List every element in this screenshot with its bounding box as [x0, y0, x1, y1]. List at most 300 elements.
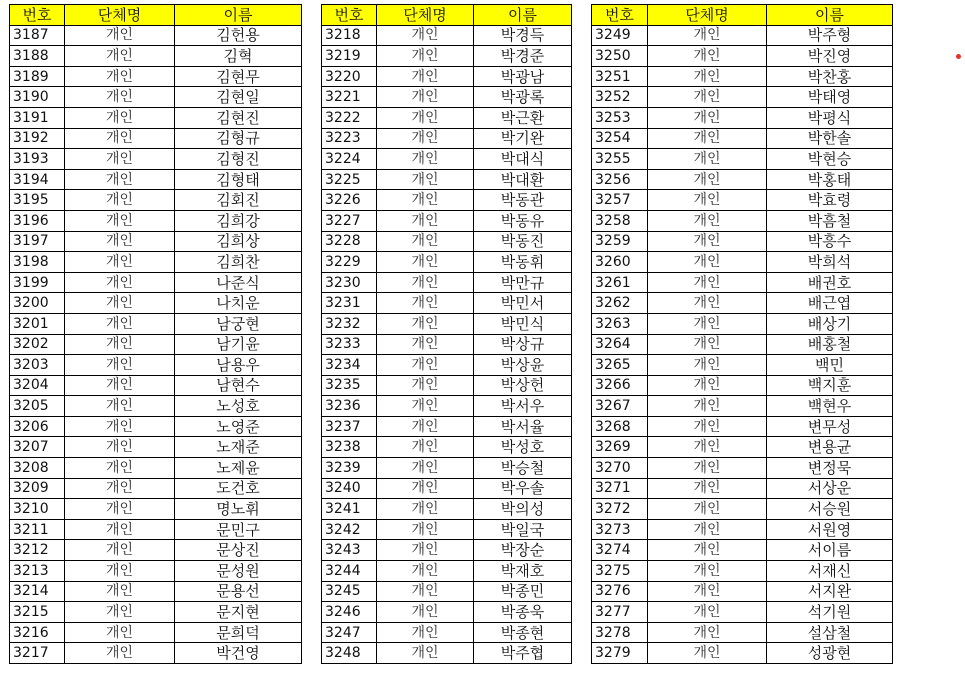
header-name: 이름 [767, 5, 893, 26]
row-name: 노제윤 [175, 458, 302, 479]
table-row [322, 107, 572, 128]
row-org: 개인 [377, 313, 474, 334]
row-org: 개인 [648, 622, 767, 643]
row-name: 박진영 [767, 46, 893, 67]
row-org: 개인 [377, 396, 474, 417]
table-row [322, 355, 572, 376]
row-number: 3235 [322, 375, 377, 396]
row-org: 개인 [377, 190, 474, 211]
row-name: 설삼철 [767, 622, 893, 643]
row-name: 김회진 [175, 190, 302, 211]
table-row [10, 46, 302, 67]
row-org: 개인 [648, 128, 767, 149]
row-name: 박일국 [474, 519, 572, 540]
roster-table-2 [321, 4, 572, 664]
table-row [322, 293, 572, 314]
table-row [10, 149, 302, 170]
table-row [10, 128, 302, 149]
row-number: 3263 [592, 313, 648, 334]
row-number: 3252 [592, 87, 648, 108]
row-number: 3242 [322, 519, 377, 540]
row-number: 3271 [592, 478, 648, 499]
row-number: 3205 [10, 396, 65, 417]
row-name: 나치운 [175, 293, 302, 314]
row-number: 3226 [322, 190, 377, 211]
row-org: 개인 [377, 622, 474, 643]
row-name: 박종민 [474, 581, 572, 602]
row-number: 3203 [10, 355, 65, 376]
table-row [322, 149, 572, 170]
table-row [592, 210, 893, 231]
row-org: 개인 [377, 293, 474, 314]
row-number: 3275 [592, 561, 648, 582]
row-name: 남기윤 [175, 334, 302, 355]
row-number: 3245 [322, 581, 377, 602]
row-name: 박경준 [474, 46, 572, 67]
table-row [592, 396, 893, 417]
row-number: 3260 [592, 252, 648, 273]
row-org: 개인 [65, 561, 175, 582]
row-number: 3220 [322, 66, 377, 87]
table-row [592, 519, 893, 540]
row-number: 3256 [592, 169, 648, 190]
row-name: 박동유 [474, 210, 572, 231]
row-name: 변정묵 [767, 458, 893, 479]
row-number: 3221 [322, 87, 377, 108]
table-row [322, 169, 572, 190]
row-name: 박희석 [767, 252, 893, 273]
row-name: 박장순 [474, 540, 572, 561]
row-number: 3244 [322, 561, 377, 582]
row-name: 노재준 [175, 437, 302, 458]
row-number: 3278 [592, 622, 648, 643]
row-org: 개인 [648, 66, 767, 87]
row-org: 개인 [648, 478, 767, 499]
header-org: 단체명 [65, 5, 175, 26]
row-org: 개인 [377, 437, 474, 458]
table-row [592, 478, 893, 499]
table-row [10, 107, 302, 128]
row-number: 3277 [592, 602, 648, 623]
row-name: 김현무 [175, 66, 302, 87]
row-name: 박상윤 [474, 355, 572, 376]
row-number: 3215 [10, 602, 65, 623]
row-name: 석기원 [767, 602, 893, 623]
row-name: 변무성 [767, 416, 893, 437]
table-row [592, 355, 893, 376]
row-name: 남현수 [175, 375, 302, 396]
row-number: 3211 [10, 519, 65, 540]
row-number: 3267 [592, 396, 648, 417]
row-org: 개인 [65, 458, 175, 479]
row-name: 박종욱 [474, 602, 572, 623]
row-number: 3198 [10, 252, 65, 273]
row-org: 개인 [377, 107, 474, 128]
row-org: 개인 [65, 272, 175, 293]
row-name: 김현진 [175, 107, 302, 128]
row-name: 김형진 [175, 149, 302, 170]
row-org: 개인 [648, 169, 767, 190]
row-number: 3189 [10, 66, 65, 87]
row-number: 3238 [322, 437, 377, 458]
roster-table-1 [9, 4, 302, 664]
row-org: 개인 [377, 169, 474, 190]
row-org: 개인 [65, 169, 175, 190]
row-number: 3197 [10, 231, 65, 252]
table-row [592, 231, 893, 252]
table-row [592, 561, 893, 582]
row-org: 개인 [377, 416, 474, 437]
table-row [10, 231, 302, 252]
row-org: 개인 [377, 272, 474, 293]
row-org: 개인 [648, 416, 767, 437]
row-name: 김희상 [175, 231, 302, 252]
table-row [592, 643, 893, 664]
table-row [592, 622, 893, 643]
table-row [592, 581, 893, 602]
row-number: 3194 [10, 169, 65, 190]
table-row [10, 66, 302, 87]
row-number: 3213 [10, 561, 65, 582]
row-number: 3243 [322, 540, 377, 561]
roster-table-body [10, 25, 302, 663]
row-name: 박평식 [767, 107, 893, 128]
table-row [592, 252, 893, 273]
row-org: 개인 [648, 25, 767, 46]
row-org: 개인 [65, 519, 175, 540]
row-org: 개인 [377, 87, 474, 108]
table-row [322, 437, 572, 458]
row-org: 개인 [377, 602, 474, 623]
row-org: 개인 [65, 355, 175, 376]
row-org: 개인 [648, 272, 767, 293]
row-name: 박상헌 [474, 375, 572, 396]
row-org: 개인 [65, 231, 175, 252]
row-name: 박현승 [767, 149, 893, 170]
header-row [10, 5, 302, 26]
table-row [592, 499, 893, 520]
row-name: 박흥수 [767, 231, 893, 252]
row-name: 문용선 [175, 581, 302, 602]
row-org: 개인 [648, 561, 767, 582]
row-org: 개인 [65, 149, 175, 170]
row-name: 성광현 [767, 643, 893, 664]
row-org: 개인 [65, 581, 175, 602]
table-row [10, 25, 302, 46]
row-org: 개인 [65, 396, 175, 417]
row-number: 3248 [322, 643, 377, 664]
row-name: 박흠철 [767, 210, 893, 231]
row-number: 3259 [592, 231, 648, 252]
row-org: 개인 [377, 458, 474, 479]
table-row [10, 252, 302, 273]
row-name: 박성호 [474, 437, 572, 458]
row-name: 김헌용 [175, 25, 302, 46]
row-org: 개인 [65, 313, 175, 334]
row-number: 3223 [322, 128, 377, 149]
table-row [10, 499, 302, 520]
row-org: 개인 [377, 25, 474, 46]
row-name: 박민서 [474, 293, 572, 314]
table-row [322, 272, 572, 293]
row-name: 서승원 [767, 499, 893, 520]
table-row [592, 149, 893, 170]
row-number: 3201 [10, 313, 65, 334]
row-number: 3266 [592, 375, 648, 396]
row-name: 박근환 [474, 107, 572, 128]
row-number: 3272 [592, 499, 648, 520]
row-number: 3268 [592, 416, 648, 437]
table-row [322, 375, 572, 396]
table-row [10, 313, 302, 334]
row-name: 박재호 [474, 561, 572, 582]
table-row [322, 128, 572, 149]
row-name: 박서우 [474, 396, 572, 417]
row-name: 배권호 [767, 272, 893, 293]
row-org: 개인 [648, 519, 767, 540]
table-row [10, 293, 302, 314]
row-number: 3249 [592, 25, 648, 46]
row-org: 개인 [65, 210, 175, 231]
row-number: 3232 [322, 313, 377, 334]
table-row [322, 643, 572, 664]
table-row [322, 396, 572, 417]
table-row [592, 540, 893, 561]
row-name: 박대환 [474, 169, 572, 190]
row-name: 노성호 [175, 396, 302, 417]
row-number: 3214 [10, 581, 65, 602]
row-number: 3229 [322, 252, 377, 273]
table-row [322, 602, 572, 623]
row-number: 3270 [592, 458, 648, 479]
row-number: 3222 [322, 107, 377, 128]
row-number: 3254 [592, 128, 648, 149]
row-number: 3258 [592, 210, 648, 231]
table-row [592, 293, 893, 314]
row-number: 3190 [10, 87, 65, 108]
row-org: 개인 [377, 210, 474, 231]
row-org: 개인 [648, 396, 767, 417]
row-org: 개인 [377, 128, 474, 149]
row-number: 3228 [322, 231, 377, 252]
row-name: 박주형 [767, 25, 893, 46]
row-org: 개인 [377, 375, 474, 396]
row-name: 박민식 [474, 313, 572, 334]
header-org: 단체명 [648, 5, 767, 26]
row-name: 박만규 [474, 272, 572, 293]
table-row [322, 499, 572, 520]
row-org: 개인 [65, 499, 175, 520]
row-name: 박승철 [474, 458, 572, 479]
row-number: 3253 [592, 107, 648, 128]
table-row [10, 643, 302, 664]
roster-table-3 [591, 4, 893, 664]
table-row [592, 375, 893, 396]
row-name: 박경득 [474, 25, 572, 46]
row-number: 3195 [10, 190, 65, 211]
row-name: 백지훈 [767, 375, 893, 396]
row-org: 개인 [648, 46, 767, 67]
row-number: 3192 [10, 128, 65, 149]
table-row [322, 210, 572, 231]
row-number: 3199 [10, 272, 65, 293]
table-row [322, 581, 572, 602]
row-name: 김희강 [175, 210, 302, 231]
row-number: 3233 [322, 334, 377, 355]
row-org: 개인 [648, 313, 767, 334]
row-name: 남용우 [175, 355, 302, 376]
row-org: 개인 [65, 540, 175, 561]
table-row [322, 622, 572, 643]
header-org: 단체명 [377, 5, 474, 26]
row-number: 3264 [592, 334, 648, 355]
row-org: 개인 [648, 355, 767, 376]
row-org: 개인 [648, 190, 767, 211]
row-name: 김형태 [175, 169, 302, 190]
row-org: 개인 [377, 581, 474, 602]
row-org: 개인 [648, 231, 767, 252]
row-name: 서상운 [767, 478, 893, 499]
table-row [10, 334, 302, 355]
row-org: 개인 [377, 540, 474, 561]
row-number: 3225 [322, 169, 377, 190]
row-org: 개인 [377, 46, 474, 67]
table-row [322, 190, 572, 211]
table-row [322, 458, 572, 479]
row-name: 백민 [767, 355, 893, 376]
row-number: 3216 [10, 622, 65, 643]
row-name: 박대식 [474, 149, 572, 170]
row-number: 3210 [10, 499, 65, 520]
row-number: 3212 [10, 540, 65, 561]
header-name: 이름 [175, 5, 302, 26]
row-name: 박홍태 [767, 169, 893, 190]
row-number: 3237 [322, 416, 377, 437]
row-number: 3261 [592, 272, 648, 293]
table-row [322, 66, 572, 87]
table-row [322, 519, 572, 540]
row-name: 김현일 [175, 87, 302, 108]
row-org: 개인 [65, 375, 175, 396]
row-number: 3265 [592, 355, 648, 376]
table-row [10, 355, 302, 376]
row-org: 개인 [65, 643, 175, 664]
row-number: 3234 [322, 355, 377, 376]
table-row [10, 519, 302, 540]
table-row [322, 87, 572, 108]
row-name: 남궁현 [175, 313, 302, 334]
row-number: 3206 [10, 416, 65, 437]
table-row [10, 210, 302, 231]
row-org: 개인 [648, 107, 767, 128]
row-name: 박한솔 [767, 128, 893, 149]
table-row [10, 416, 302, 437]
table-row [10, 478, 302, 499]
row-org: 개인 [65, 293, 175, 314]
row-number: 3255 [592, 149, 648, 170]
row-name: 서이름 [767, 540, 893, 561]
row-number: 3230 [322, 272, 377, 293]
table-row [10, 169, 302, 190]
table-row [10, 540, 302, 561]
table-row [592, 602, 893, 623]
table-row [322, 231, 572, 252]
row-org: 개인 [65, 437, 175, 458]
row-number: 3241 [322, 499, 377, 520]
row-number: 3231 [322, 293, 377, 314]
row-number: 3191 [10, 107, 65, 128]
row-org: 개인 [648, 540, 767, 561]
row-number: 3269 [592, 437, 648, 458]
row-name: 문희덕 [175, 622, 302, 643]
row-name: 배근엽 [767, 293, 893, 314]
row-number: 3202 [10, 334, 65, 355]
row-org: 개인 [377, 231, 474, 252]
row-number: 3204 [10, 375, 65, 396]
row-name: 배홍철 [767, 334, 893, 355]
row-name: 서원영 [767, 519, 893, 540]
table-row [592, 87, 893, 108]
row-org: 개인 [65, 252, 175, 273]
row-org: 개인 [377, 66, 474, 87]
table-row [10, 396, 302, 417]
row-name: 박태영 [767, 87, 893, 108]
row-name: 변용균 [767, 437, 893, 458]
table-row [10, 602, 302, 623]
row-number: 3208 [10, 458, 65, 479]
row-number: 3227 [322, 210, 377, 231]
table-row [592, 46, 893, 67]
table-row [592, 416, 893, 437]
row-number: 3251 [592, 66, 648, 87]
table-row [10, 622, 302, 643]
row-name: 백현우 [767, 396, 893, 417]
row-org: 개인 [377, 334, 474, 355]
row-org: 개인 [648, 252, 767, 273]
table-row [592, 458, 893, 479]
row-name: 나준식 [175, 272, 302, 293]
table-row [592, 190, 893, 211]
row-org: 개인 [65, 334, 175, 355]
row-org: 개인 [648, 293, 767, 314]
row-org: 개인 [65, 478, 175, 499]
table-row [10, 561, 302, 582]
row-number: 3219 [322, 46, 377, 67]
table-row [592, 313, 893, 334]
table-row [592, 107, 893, 128]
table-row [10, 272, 302, 293]
red-dot-marker [956, 54, 961, 59]
row-number: 3236 [322, 396, 377, 417]
roster-table-body [592, 25, 893, 663]
row-org: 개인 [65, 87, 175, 108]
table-row [10, 375, 302, 396]
row-org: 개인 [377, 561, 474, 582]
table-row [10, 87, 302, 108]
row-number: 3250 [592, 46, 648, 67]
row-name: 문민구 [175, 519, 302, 540]
row-name: 박의성 [474, 499, 572, 520]
header-name: 이름 [474, 5, 572, 26]
header-row [322, 5, 572, 26]
row-name: 문상진 [175, 540, 302, 561]
row-org: 개인 [65, 107, 175, 128]
row-name: 명노휘 [175, 499, 302, 520]
table-row [322, 25, 572, 46]
row-name: 박광록 [474, 87, 572, 108]
row-name: 박동진 [474, 231, 572, 252]
row-name: 박광남 [474, 66, 572, 87]
